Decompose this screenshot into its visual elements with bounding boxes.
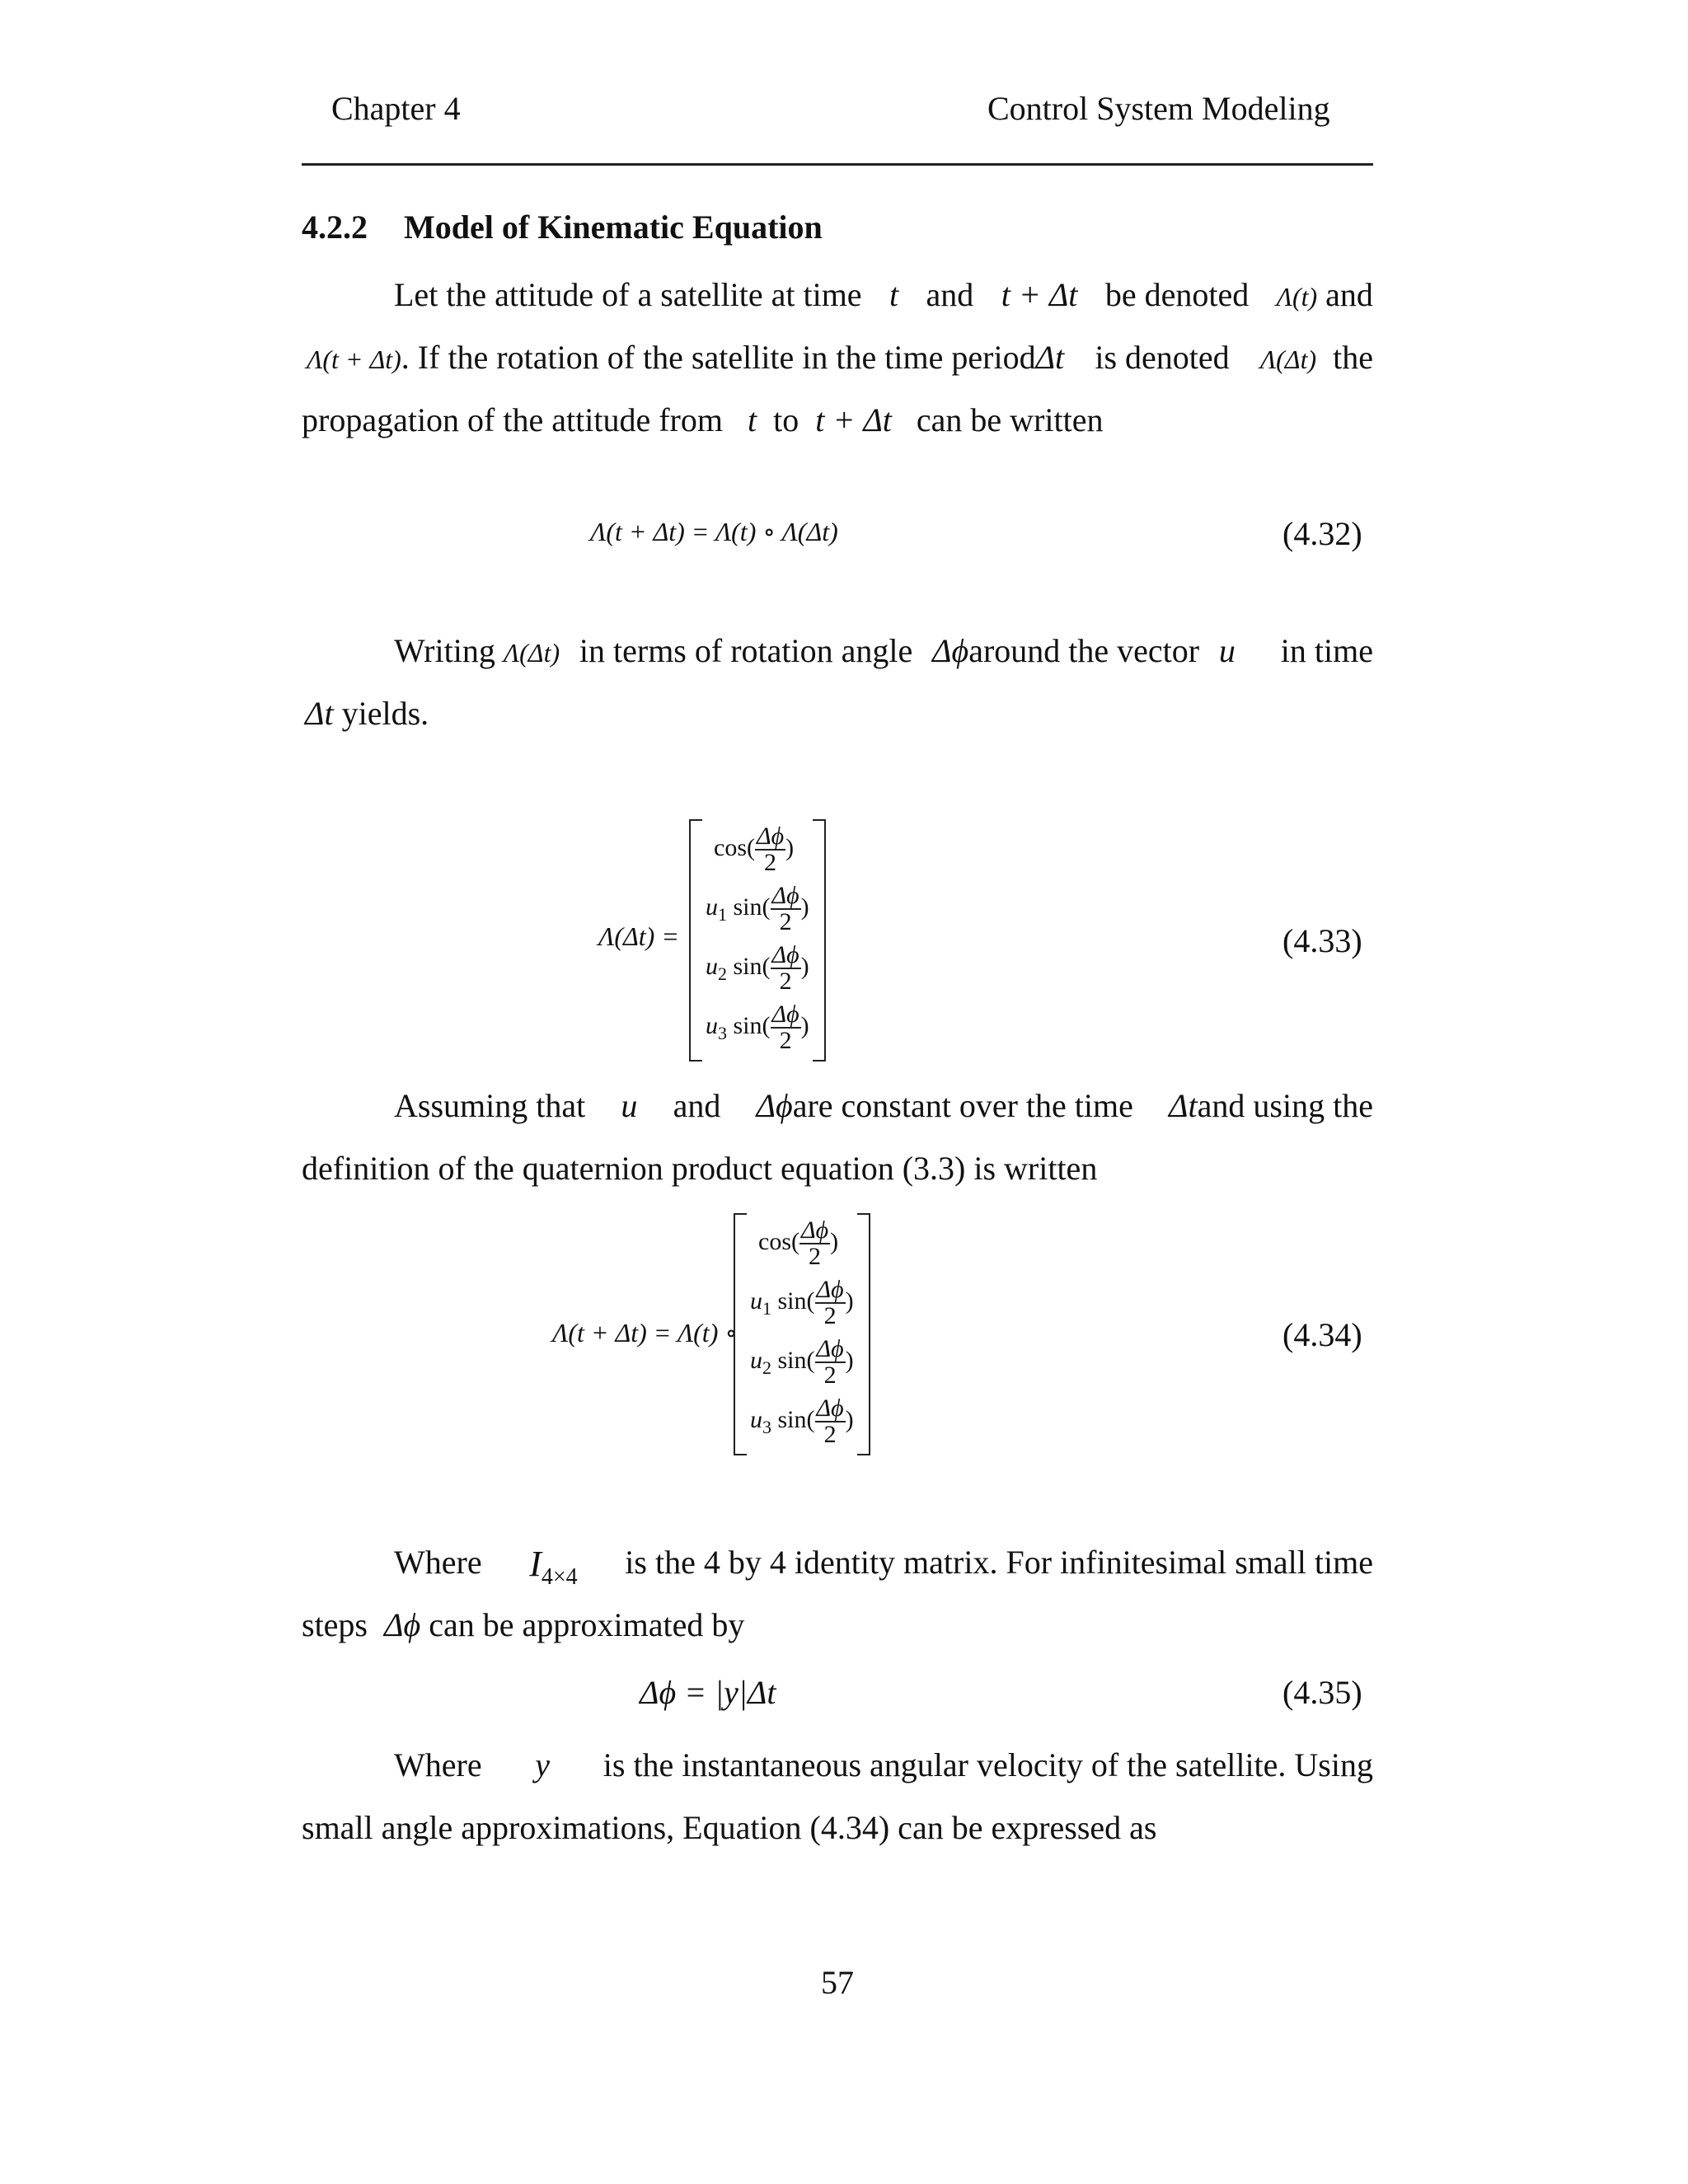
para2-line2	[305, 694, 429, 733]
text: Let the attitude of a satellite at time	[394, 276, 862, 313]
text: can be approximated by	[429, 1606, 745, 1643]
matrix-paren: )	[845, 1346, 854, 1374]
matrix-fraction	[815, 1277, 846, 1329]
column-matrix-4-33	[689, 819, 826, 1062]
fraction-numerator: Δϕ	[771, 882, 799, 909]
math-dt: Δt	[305, 695, 334, 732]
matrix-row	[706, 943, 809, 994]
fraction-denominator: 2	[823, 1302, 837, 1329]
matrix-fraction	[815, 1337, 846, 1388]
equation-4-33-lhs: Λ(Δt) =	[598, 921, 679, 951]
matrix-fraction	[771, 943, 801, 994]
para5-line2: small angle approximations, Equation (4.34) can be expressed as	[302, 1809, 1157, 1846]
matrix-term: $u_2$	[706, 952, 727, 984]
math-vector-u: u⃗	[1218, 632, 1261, 669]
fraction-numerator: Δϕ	[816, 1276, 844, 1303]
fraction-numerator: Δϕ	[816, 1394, 844, 1422]
text: be denoted	[1104, 276, 1250, 313]
matrix-row	[750, 1337, 854, 1388]
left-bracket	[689, 819, 702, 1062]
right-bracket	[857, 1213, 870, 1455]
math-u: u	[621, 1087, 638, 1124]
running-header-title: Control System Modeling	[987, 90, 1330, 127]
text: and	[1325, 276, 1373, 313]
matrix-term: $u_2$	[750, 1346, 771, 1378]
para3-line1	[394, 1086, 1373, 1125]
math-lambda-dt: Λ(Δt)	[503, 638, 560, 668]
math-delta-phi: Δϕ	[756, 1087, 793, 1124]
matrix-fn: sin(	[727, 952, 771, 980]
page-number: 57	[821, 1964, 854, 2001]
matrix-paren: )	[830, 1227, 839, 1255]
matrix-row	[714, 824, 794, 875]
text: steps	[302, 1606, 368, 1643]
text: Where	[394, 1544, 482, 1581]
equation-number-4-33: (4.33)	[1282, 922, 1362, 959]
right-bracket	[813, 819, 826, 1062]
section-title: Model of Kinematic Equation	[404, 209, 823, 246]
fraction-denominator: 2	[823, 1361, 837, 1389]
math-t-plus-dt: t + Δt	[815, 401, 892, 438]
equation-number-4-34: (4.34)	[1282, 1316, 1362, 1353]
text: Assuming that	[394, 1087, 586, 1124]
section-number: 4.2.2	[302, 209, 368, 246]
fraction-denominator: 2	[779, 908, 792, 935]
matrix-row	[758, 1218, 838, 1269]
math-lambda-t: Λ(t)	[1276, 282, 1318, 312]
matrix-paren: )	[845, 1405, 854, 1433]
text: Writing	[394, 632, 495, 669]
equation-number-4-35: (4.35)	[1282, 1674, 1362, 1711]
matrix-row	[750, 1396, 854, 1447]
para1-line3	[302, 401, 1103, 439]
text: is the instantaneous angular velocity of the satellite. Using	[603, 1746, 1373, 1783]
equation-4-35: Δϕ = |y|Δt	[640, 1674, 776, 1711]
para1-line1	[394, 275, 1373, 314]
matrix-paren: )	[800, 1011, 809, 1039]
matrix-term: cos(	[714, 833, 755, 861]
math-subscript-4x4: 4×4	[541, 1564, 578, 1590]
text: in time	[1280, 632, 1373, 669]
fraction-numerator: Δϕ	[816, 1335, 844, 1362]
column-matrix-4-34	[734, 1213, 870, 1455]
matrix-subscript: 3	[762, 1416, 771, 1437]
equation-4-32: Λ(t + Δt) = Λ(t) ∘ Λ(Δt)	[590, 517, 838, 546]
math-t: t	[747, 401, 757, 438]
math-lambda-t-dt: Λ(t + Δt)	[307, 344, 401, 374]
matrix-fn: sin(	[771, 1405, 815, 1433]
matrix-term: cos(	[758, 1227, 799, 1255]
matrix-fn: sin(	[771, 1346, 815, 1374]
matrix-row	[706, 883, 809, 935]
text: are constant over the time	[792, 1087, 1133, 1124]
fraction-denominator: 2	[809, 1243, 822, 1270]
para2-line1	[394, 631, 1373, 670]
matrix-term: $u_3$	[706, 1011, 727, 1043]
matrix-paren: )	[800, 893, 809, 921]
fraction-numerator: Δϕ	[756, 823, 785, 850]
fraction-numerator: Δϕ	[800, 1216, 829, 1244]
matrix-subscript: 2	[718, 963, 727, 984]
text: can be written	[916, 401, 1104, 438]
text: and using the	[1197, 1087, 1373, 1124]
text: yields.	[341, 695, 429, 732]
fraction-denominator: 2	[779, 968, 792, 995]
para1-line2	[307, 338, 1373, 377]
fraction-denominator: 2	[764, 849, 777, 876]
matrix-row	[706, 1002, 809, 1053]
text: is the 4 by 4 identity matrix. For infinitesimal small time	[625, 1544, 1373, 1581]
text: and	[673, 1087, 721, 1124]
math-identity-I: I	[529, 1544, 542, 1584]
text: around the vector	[968, 632, 1200, 669]
matrix-fraction	[771, 1002, 801, 1053]
matrix-fraction	[755, 824, 785, 875]
matrix-paren: )	[785, 833, 795, 861]
math-dt: Δt	[1169, 1087, 1198, 1124]
matrix-subscript: 1	[718, 903, 727, 925]
text: in terms of rotation angle	[579, 632, 913, 669]
matrix-term: $u_3$	[750, 1405, 771, 1437]
para4-line2	[302, 1605, 744, 1644]
math-lambda-dt: Λ(Δt)	[1259, 344, 1317, 374]
fraction-numerator: Δϕ	[771, 1001, 799, 1028]
para4-line1	[394, 1543, 1373, 1591]
matrix-subscript: 3	[718, 1022, 727, 1043]
fraction-numerator: Δϕ	[771, 941, 799, 968]
para3-line2: definition of the quaternion product equation (3.3) is written	[302, 1150, 1098, 1187]
text: and	[926, 276, 974, 313]
text: to	[773, 401, 799, 438]
fraction-denominator: 2	[823, 1421, 837, 1448]
math-t-plus-dt: t + Δt	[1001, 276, 1078, 313]
math-t: t	[889, 276, 899, 313]
matrix-fn: sin(	[727, 1011, 771, 1039]
math-dt: Δt	[1035, 339, 1065, 376]
header-rule	[302, 163, 1373, 166]
matrix-fraction	[815, 1396, 846, 1447]
text: . If the rotation of the satellite in the time period	[401, 339, 1036, 376]
matrix-term: $u_1$	[706, 893, 727, 925]
matrix-row	[750, 1277, 854, 1329]
matrix-paren: )	[845, 1286, 854, 1315]
matrix-subscript: 2	[762, 1357, 771, 1378]
matrix-fn: sin(	[771, 1286, 815, 1315]
fraction-denominator: 2	[779, 1027, 792, 1054]
text: is denoted	[1095, 339, 1230, 376]
running-header-chapter: Chapter 4	[331, 90, 461, 127]
math-delta-phi: Δϕ	[384, 1606, 421, 1643]
equation-4-34-lhs: Λ(t + Δt) = Λ(t) ∘	[552, 1318, 738, 1347]
matrix-paren: )	[800, 952, 809, 980]
matrix-fraction	[771, 883, 801, 935]
matrix-fn: sin(	[727, 893, 771, 921]
matrix-term: $u_1$	[750, 1286, 771, 1319]
matrix-subscript: 1	[762, 1297, 771, 1319]
math-y: y	[535, 1746, 551, 1783]
math-delta-phi: Δϕ	[932, 632, 969, 669]
left-bracket	[734, 1213, 747, 1455]
para5-line1	[394, 1746, 1373, 1784]
matrix-fraction	[799, 1218, 830, 1269]
text: the	[1333, 339, 1373, 376]
equation-number-4-32: (4.32)	[1282, 515, 1362, 552]
text: Where	[394, 1746, 482, 1783]
text: propagation of the attitude from	[302, 401, 723, 438]
